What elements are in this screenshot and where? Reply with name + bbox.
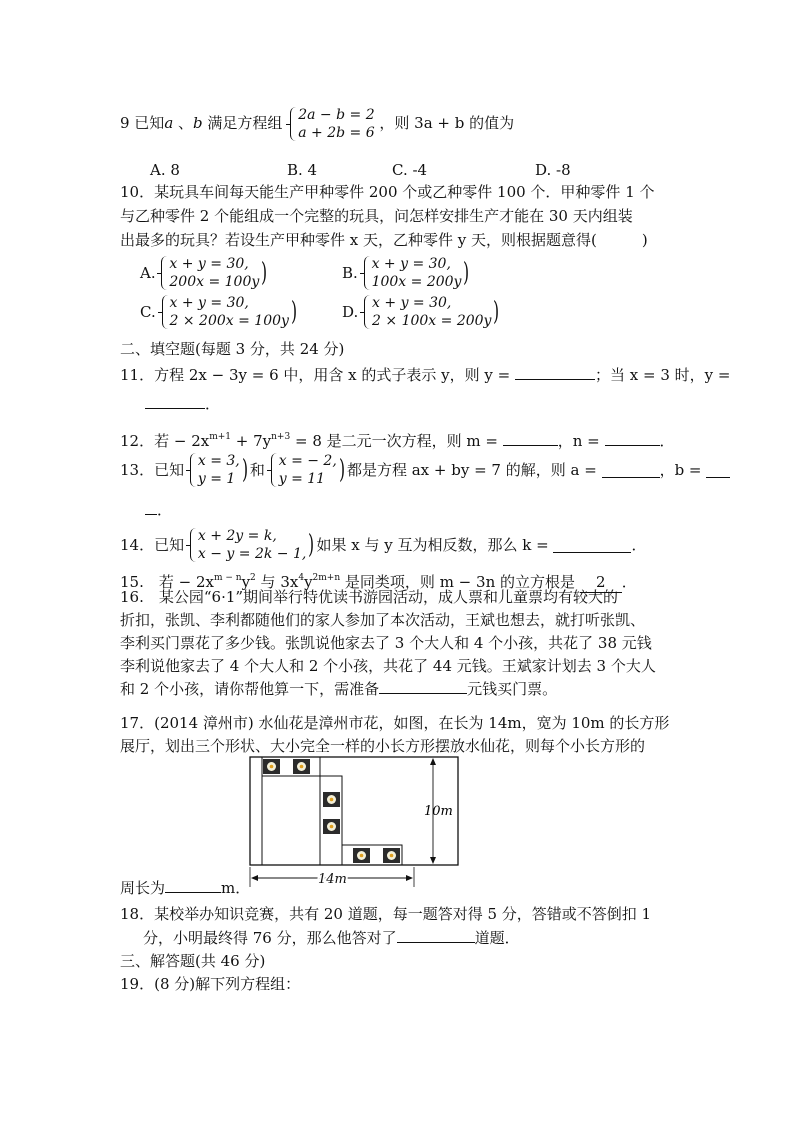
- q14-eq1: x + 2y = k,: [197, 528, 277, 544]
- q15-answer: 2: [580, 572, 622, 593]
- q18-line-1: 18．某校举办知识竞赛，共有 20 道题，每一题答对得 5 分，答错或不答倒扣 1: [120, 905, 652, 923]
- q9-eq2: a + 2b = 6: [298, 125, 375, 141]
- q10-a-close: ): [261, 258, 268, 288]
- flower-icon: [323, 819, 340, 834]
- q12-line: [120, 427, 675, 451]
- q13-blank-b-part1[interactable]: [706, 463, 730, 478]
- q13-s2-eq1: x = − 2,: [278, 453, 337, 469]
- q17-figure: [240, 752, 480, 892]
- q15-mid-3: y: [304, 573, 313, 591]
- q10-option-d-label: D.: [342, 303, 359, 321]
- q10-d-eq2: 2 × 100x = 200y: [372, 313, 492, 329]
- q9-option-d: D. -8: [535, 161, 571, 179]
- q10-option-b-label: B.: [342, 264, 358, 282]
- q13-line: [120, 452, 730, 488]
- q11-mid: ；当 x = 3 时，y =: [595, 366, 731, 384]
- q13-and: 和: [249, 461, 265, 479]
- q12-n-label: ，n =: [557, 432, 600, 450]
- q16-line-5: [120, 679, 557, 699]
- q10-option-c-system: [161, 294, 289, 330]
- q11-blank-2[interactable]: [145, 394, 205, 409]
- q10-option-d: [342, 294, 502, 330]
- q15-exponent-3: 4: [298, 573, 305, 583]
- q11-text: 11．方程 2x − 3y = 6 中，用含 x 的式子表示 y，则 y =: [120, 366, 511, 384]
- q10-option-b-system: [363, 255, 462, 291]
- q10-line-2: 与乙种零件 2 个能组成一个完整的玩具，问怎样安排生产才能在 30 天内组装: [120, 207, 633, 225]
- q13-b-label: ，b =: [659, 461, 702, 479]
- q18-line-2b: 道题．: [474, 929, 520, 947]
- q14-end: ．: [631, 536, 647, 554]
- q10-option-a: [140, 255, 269, 291]
- height-label: 10m: [424, 804, 453, 819]
- flower-icon: [293, 759, 310, 774]
- q15-exponent-1: m − n: [213, 573, 242, 583]
- q13-end: ．: [157, 501, 173, 519]
- q13-s2-eq2: y = 11: [278, 471, 326, 487]
- q12-exponent-2: n+3: [271, 432, 291, 442]
- q12-blank-n[interactable]: [605, 431, 660, 446]
- q19-stem: 19．(8 分)解下列方程组：: [120, 975, 301, 993]
- q10-a-eq1: x + y = 30,: [169, 256, 249, 272]
- q14-pre: 14．已知: [120, 536, 185, 554]
- q12-pre: 12．若 − 2x: [120, 432, 210, 450]
- q14-blank-k[interactable]: [553, 538, 631, 553]
- flower-icon: [323, 792, 340, 807]
- q13-pre: 13．已知: [120, 461, 185, 479]
- q10-option-a-system: [160, 255, 259, 291]
- q12-mid-2: = 8 是二元一次方程，则 m =: [290, 432, 498, 450]
- q15-exponent-4: 2m+n: [312, 573, 341, 583]
- q11-line-1: [120, 365, 730, 385]
- q13-system-2: [270, 452, 337, 488]
- q9-sep: 、: [173, 114, 194, 132]
- q18-line-2a: 分，小明最终得 76 分，那么他答对了: [143, 929, 397, 947]
- q15-mid-4: 是同类项，则 m − 3n 的立方根是: [340, 573, 575, 591]
- q17-tail-b: m．: [221, 879, 251, 897]
- q9-mid: 满足方程组: [202, 114, 283, 132]
- flower-icon: [263, 759, 280, 774]
- q10-b-eq1: x + y = 30,: [371, 256, 451, 272]
- q10-option-a-label: A.: [140, 264, 156, 282]
- q17-line-2: 展厅，划出三个形状、大小完全一样的小长方形摆放水仙花，则每个小长方形的: [120, 737, 646, 755]
- q11-blank-1[interactable]: [515, 365, 595, 380]
- q13-blank-a[interactable]: [602, 463, 660, 478]
- width-label: 14m: [318, 872, 347, 887]
- q16-line-3: 李利买门票花了多少钱。张凯说他家去了 3 个大人和 4 个小孩，共花了 38 元钱: [120, 634, 652, 652]
- q11-line-2: [145, 394, 220, 414]
- q10-b-eq2: 100x = 200y: [371, 274, 462, 290]
- q12-blank-m[interactable]: [503, 431, 558, 446]
- flower-icon: [353, 848, 370, 863]
- q9-option-a: A. 8: [150, 161, 180, 179]
- arrow-left-icon: [251, 875, 258, 881]
- q15-pre: 15. 若 − 2x: [120, 573, 214, 591]
- q10-option-b: [342, 255, 472, 291]
- q15-exponent-2: 2: [250, 573, 256, 583]
- q14-line: [120, 527, 646, 563]
- q13-line-2: [145, 500, 172, 520]
- q15-mid-1: y: [241, 573, 251, 591]
- q14-eq2: x − y = 2k − 1,: [197, 546, 307, 562]
- q9-eq1: 2a − b = 2: [298, 107, 375, 123]
- q17-blank[interactable]: [165, 878, 221, 893]
- q10-c-eq1: x + y = 30,: [169, 295, 249, 311]
- q10-option-c: [140, 294, 299, 330]
- section-3-heading: 三、解答题(共 46 分): [120, 952, 266, 970]
- q16-line-1: 16. 某公园“6·1”期间举行特优读书游园活动，成人票和儿童票均有较大的: [120, 588, 619, 606]
- q17-tail: [120, 878, 250, 898]
- q9-var-a: a: [164, 114, 174, 132]
- q10-a-eq2: 200x = 100y: [169, 274, 260, 290]
- q13-s1-eq2: y = 1: [197, 471, 236, 487]
- q18-blank[interactable]: [397, 928, 475, 943]
- q16-line-5b: 元钱买门票。: [467, 680, 558, 698]
- q9-option-b: B. 4: [287, 161, 318, 179]
- section-2-heading: 二、填空题(每题 3 分，共 24 分): [120, 340, 345, 358]
- q10-line-3: 出最多的玩具？若设生产甲种零件 x 天，乙种零件 y 天，则根据题意得( ): [120, 231, 648, 249]
- q15-mid-2: 与 3x: [255, 573, 299, 591]
- q10-c-close: ): [290, 297, 298, 327]
- q13-blank-b-part2[interactable]: [145, 500, 157, 515]
- q16-line-4: 李利说他家去了 4 个大人和 2 个小孩，共花了 44 元钱。王斌家计划去 3 个大人: [120, 657, 656, 675]
- q13-s1-eq1: x = 3,: [197, 453, 240, 469]
- q9-var-b: b: [193, 114, 203, 132]
- q13-system-1: [189, 452, 240, 488]
- q10-b-close: ): [463, 258, 470, 288]
- arrow-right-icon: [406, 875, 413, 881]
- q13-post: 都是方程 ax + by = 7 的解，则 a =: [346, 461, 597, 479]
- q10-option-d-system: [363, 294, 491, 330]
- q17-line-1: 17．(2014 漳州市) 水仙花是漳州市花，如图，在长为 14m，宽为 10m 的长方形: [120, 714, 670, 732]
- q16-line-2: 折扣，张凯、李利都随他们的家人参加了本次活动，王斌也想去，就打听张凯、: [120, 611, 646, 629]
- q14-system: [189, 527, 306, 563]
- q13-s1-close: ): [241, 455, 248, 485]
- flower-icon: [383, 848, 400, 863]
- q14-post: 如果 x 与 y 互为相反数，那么 k =: [316, 536, 549, 554]
- q13-s2-close: ): [338, 455, 345, 485]
- q10-line-1: 10．某玩具车间每天能生产甲种零件 200 个或乙种零件 100 个．甲种零件 1 个: [120, 183, 655, 201]
- q10-c-eq2: 2 × 200x = 100y: [169, 313, 289, 329]
- q9-option-c: C. -4: [392, 161, 428, 179]
- q18-line-2: [143, 928, 520, 948]
- q12-mid-1: + 7y: [231, 432, 272, 450]
- q9-suffix: ，则 3a + b 的值为: [379, 114, 515, 132]
- q16-blank[interactable]: [379, 679, 467, 694]
- q10-d-close: ): [493, 297, 500, 327]
- q16-line-5a: 和 2 个小孩，请你帮他算一下，需准备: [120, 680, 380, 698]
- q12-exponent-1: m+1: [209, 432, 232, 442]
- q15-end: ．: [621, 573, 637, 591]
- q10-option-c-label: C.: [140, 303, 156, 321]
- q10-d-eq1: x + y = 30,: [372, 295, 452, 311]
- q11-end: ．: [205, 395, 221, 413]
- q9-system: [289, 106, 374, 142]
- q9-stem: [120, 106, 514, 142]
- q12-end: ．: [659, 432, 675, 450]
- arrow-down-icon: [430, 857, 436, 864]
- arrow-up-icon: [430, 758, 436, 765]
- q9-prefix: 9 已知: [120, 114, 165, 132]
- q14-close: ): [308, 530, 315, 560]
- q17-tail-a: 周长为: [120, 879, 166, 897]
